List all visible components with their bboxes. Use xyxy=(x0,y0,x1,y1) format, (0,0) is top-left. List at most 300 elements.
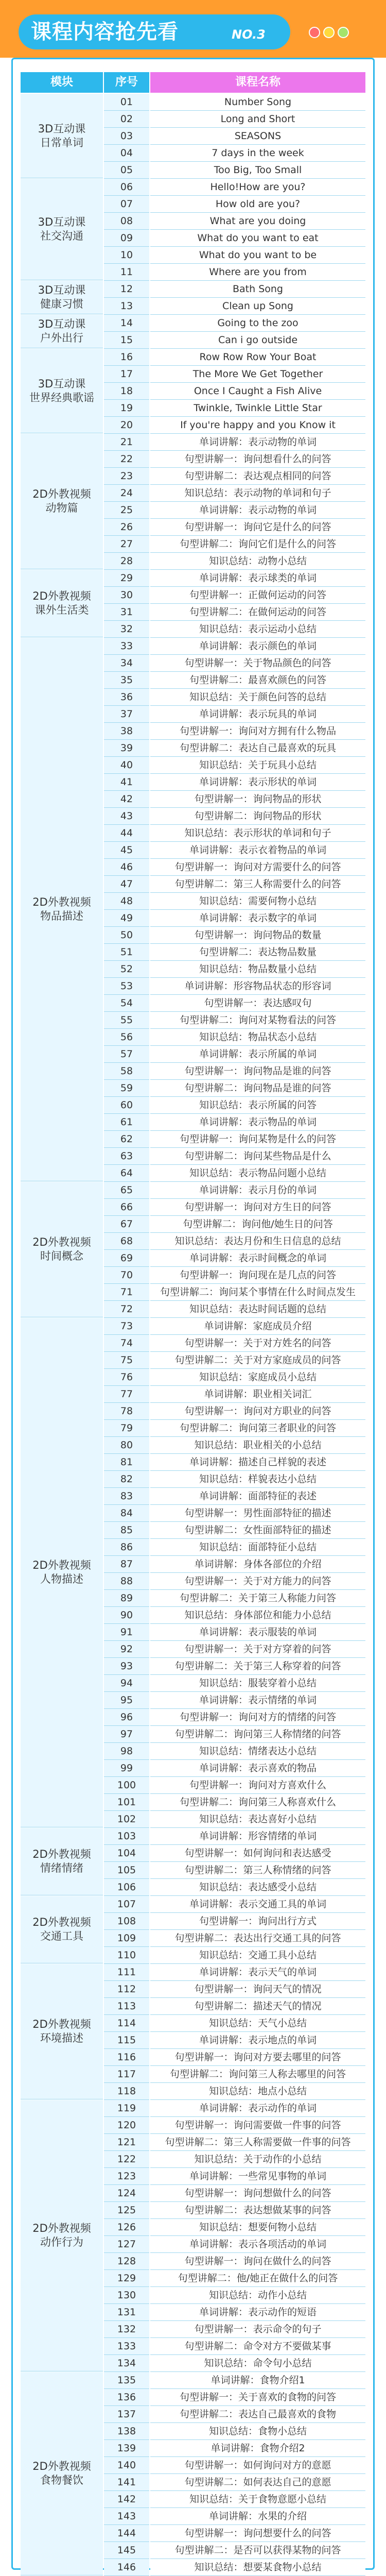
dot-yellow-icon xyxy=(323,27,335,38)
course-name: 单词讲解：表示形状的单词 xyxy=(150,774,365,791)
module-label: 3D互动课 世界经典歌谣 xyxy=(29,377,94,404)
course-name: 知识总结：身体部位和能力小总结 xyxy=(150,1607,365,1624)
row-number: 43 xyxy=(104,808,149,825)
course-name: 单词讲解：表示天气的单词 xyxy=(150,1964,365,1981)
row-number: 123 xyxy=(104,2168,149,2185)
module-label: 2D外教视频 时间概念 xyxy=(32,1236,91,1262)
row-number: 20 xyxy=(104,417,149,434)
course-name: 知识总结：表示运动小总结 xyxy=(150,621,365,638)
row-number: 83 xyxy=(104,1488,149,1505)
course-name: 句型讲解一：表达感叹句 xyxy=(150,995,365,1012)
row-number: 30 xyxy=(104,587,149,604)
course-name: Long and Short xyxy=(150,111,365,128)
row-number: 136 xyxy=(104,2389,149,2406)
row-number: 12 xyxy=(104,281,149,298)
row-number: 62 xyxy=(104,1131,149,1148)
row-number: 38 xyxy=(104,723,149,740)
row-number: 07 xyxy=(104,196,149,213)
row-number: 68 xyxy=(104,1233,149,1250)
row-number: 05 xyxy=(104,162,149,179)
row-number: 117 xyxy=(104,2066,149,2083)
row-number: 31 xyxy=(104,604,149,621)
module-label: 2D外教视频 动物篇 xyxy=(32,488,91,514)
row-number: 19 xyxy=(104,400,149,417)
row-number: 143 xyxy=(104,2508,149,2525)
row-number: 67 xyxy=(104,1216,149,1233)
row-number: 103 xyxy=(104,1828,149,1845)
course-name: What are you doing xyxy=(150,213,365,230)
row-number: 49 xyxy=(104,910,149,927)
row-number: 115 xyxy=(104,2032,149,2049)
row-number: 18 xyxy=(104,383,149,400)
course-name: 单词讲解：表示各项活动的单词 xyxy=(150,2236,365,2253)
module-cell xyxy=(21,1896,103,1963)
row-number: 134 xyxy=(104,2355,149,2372)
course-name: Can i go outside xyxy=(150,332,365,349)
course-name: 句型讲解一：询问对方要去哪里的问答 xyxy=(150,2049,365,2066)
course-name: SEASONS xyxy=(150,128,365,145)
row-number: 53 xyxy=(104,978,149,995)
course-name: 单词讲解：表示喜欢的物品 xyxy=(150,1760,365,1777)
row-number: 91 xyxy=(104,1624,149,1641)
row-number: 114 xyxy=(104,2015,149,2032)
row-number: 66 xyxy=(104,1199,149,1216)
module-cell xyxy=(21,281,103,314)
row-number: 59 xyxy=(104,1080,149,1097)
course-name: 知识总结：表达月份和生日信息的总结 xyxy=(150,1233,365,1250)
row-number: 02 xyxy=(104,111,149,128)
course-name: 知识总结：地点小总结 xyxy=(150,2083,365,2100)
row-number: 16 xyxy=(104,349,149,366)
module-cell xyxy=(21,1964,103,2099)
module-label: 2D外教视频 动作行为 xyxy=(32,2222,91,2248)
module-label: 2D外教视频 课外生活类 xyxy=(32,590,91,616)
row-number: 13 xyxy=(104,298,149,315)
course-name: 句型讲解二：是否可以获得某物的问答 xyxy=(150,2542,365,2559)
row-number: 21 xyxy=(104,434,149,451)
course-name: 句型讲解二：询问物品是谁的问答 xyxy=(150,1080,365,1097)
row-number: 106 xyxy=(104,1879,149,1896)
row-number: 112 xyxy=(104,1981,149,1998)
row-number: 47 xyxy=(104,876,149,893)
row-number: 120 xyxy=(104,2117,149,2134)
row-number: 55 xyxy=(104,1012,149,1029)
row-number: 15 xyxy=(104,332,149,349)
row-number: 37 xyxy=(104,706,149,723)
course-name: 单词讲解：表示动作的短语 xyxy=(150,2304,365,2321)
course-name: Where are you from xyxy=(150,264,365,281)
course-name: 知识总结：职业相关的小总结 xyxy=(150,1437,365,1454)
module-cell xyxy=(21,179,103,280)
row-number: 111 xyxy=(104,1964,149,1981)
course-name: 单词讲解：表示球类的单词 xyxy=(150,570,365,587)
course-name: Number Song xyxy=(150,94,365,111)
row-number: 33 xyxy=(104,638,149,655)
course-name: 句型讲解二：第三人称需要做一件事的问答 xyxy=(150,2134,365,2151)
course-name: 知识总结：关于动作的小总结 xyxy=(150,2151,365,2168)
header-bar xyxy=(0,0,386,58)
row-number: 118 xyxy=(104,2083,149,2100)
row-number: 119 xyxy=(104,2100,149,2117)
row-number: 34 xyxy=(104,655,149,672)
course-name: 知识总结：表示形状的单词和句子 xyxy=(150,825,365,842)
row-number: 109 xyxy=(104,1930,149,1947)
row-number: 48 xyxy=(104,893,149,910)
dot-green-icon xyxy=(338,27,349,38)
course-name: 句型讲解二：命令对方不要做某事 xyxy=(150,2338,365,2355)
course-name: 单词讲解：身体各部位的介绍 xyxy=(150,1556,365,1573)
course-name: What do you want to be xyxy=(150,247,365,264)
module-cell xyxy=(21,315,103,348)
row-number: 107 xyxy=(104,1896,149,1913)
row-number: 23 xyxy=(104,468,149,485)
row-number: 141 xyxy=(104,2474,149,2491)
column-header-module: 模块 xyxy=(21,72,103,93)
module-label: 3D互动课 日常单词 xyxy=(38,122,86,149)
course-name: 句型讲解一：询问现在是几点的问答 xyxy=(150,1267,365,1284)
row-number: 138 xyxy=(104,2423,149,2440)
course-name: 单词讲解：表示动物的单词 xyxy=(150,502,365,519)
row-number: 58 xyxy=(104,1063,149,1080)
course-name: 知识总结：表达感受小总结 xyxy=(150,1879,365,1896)
course-name: 单词讲解：食物介绍1 xyxy=(150,2372,365,2389)
course-name: 句型讲解二：描述天气的情况 xyxy=(150,1998,365,2015)
course-name: 知识总结：关于颜色问答的总结 xyxy=(150,689,365,706)
course-name: What do you want to eat xyxy=(150,230,365,247)
row-number: 122 xyxy=(104,2151,149,2168)
module-label: 3D互动课 健康习惯 xyxy=(38,284,86,310)
row-number: 09 xyxy=(104,230,149,247)
course-name: 句型讲解二：表达自己最喜欢的食物 xyxy=(150,2406,365,2423)
row-number: 97 xyxy=(104,1726,149,1743)
course-name: 知识总结：表示动物的单词和句子 xyxy=(150,485,365,502)
course-name: 句型讲解二：女性面部特征的描述 xyxy=(150,1522,365,1539)
course-name: 单词讲解：一些常见事物的单词 xyxy=(150,2168,365,2185)
row-number: 79 xyxy=(104,1420,149,1437)
course-name: 句型讲解一：询问它是什么的问答 xyxy=(150,519,365,536)
row-number: 142 xyxy=(104,2491,149,2508)
row-number: 27 xyxy=(104,536,149,553)
course-name: 句型讲解二：询问第三人称情绪的问答 xyxy=(150,1726,365,1743)
module-cell xyxy=(21,570,103,637)
row-number: 133 xyxy=(104,2338,149,2355)
course-name: 句型讲解二：询问某个事情在什么时间点发生 xyxy=(150,1284,365,1301)
course-name: 知识总结：表达时间话题的总结 xyxy=(150,1301,365,1318)
row-number: 11 xyxy=(104,264,149,281)
course-name: 句型讲解一：如何询问和表达感受 xyxy=(150,1845,365,1862)
course-name: 句型讲解一：正做何运动的问答 xyxy=(150,587,365,604)
row-number: 22 xyxy=(104,451,149,468)
course-name: 知识总结：面部特征小总结 xyxy=(150,1539,365,1556)
module-label: 3D互动课 户外出行 xyxy=(38,318,86,344)
row-number: 69 xyxy=(104,1250,149,1267)
module-cell xyxy=(21,1182,103,1317)
course-name: How old are you? xyxy=(150,196,365,213)
course-name: 句型讲解二：关于对方家庭成员的问答 xyxy=(150,1352,365,1369)
course-name: 知识总结：需要何物小总结 xyxy=(150,893,365,910)
course-name: 句型讲解一：表示命令的句子 xyxy=(150,2321,365,2338)
course-name: 知识总结：想要何物小总结 xyxy=(150,2219,365,2236)
row-number: 60 xyxy=(104,1097,149,1114)
row-number: 65 xyxy=(104,1182,149,1199)
course-name: 单词讲解：家庭成员介绍 xyxy=(150,1318,365,1335)
row-number: 87 xyxy=(104,1556,149,1573)
row-number: 127 xyxy=(104,2236,149,2253)
row-number: 108 xyxy=(104,1913,149,1930)
course-name: 句型讲解二：询问物品的形状 xyxy=(150,808,365,825)
row-number: 51 xyxy=(104,944,149,961)
row-number: 41 xyxy=(104,774,149,791)
page-title: 课程内容抢先看 xyxy=(31,20,179,44)
row-number: 129 xyxy=(104,2270,149,2287)
row-number: 100 xyxy=(104,1777,149,1794)
module-cell xyxy=(21,349,103,433)
row-number: 06 xyxy=(104,179,149,196)
row-number: 84 xyxy=(104,1505,149,1522)
course-name: 单词讲解：表示颜色的单词 xyxy=(150,638,365,655)
course-name: 单词讲解：面部特征的表述 xyxy=(150,1488,365,1505)
row-number: 25 xyxy=(104,502,149,519)
course-name: 单词讲解：表示地点的单词 xyxy=(150,2032,365,2049)
course-name: 知识总结：关于食物意愿小总结 xyxy=(150,2491,365,2508)
course-name: 句型讲解二：第三人称情绪的问答 xyxy=(150,1862,365,1879)
module-cell xyxy=(21,638,103,1181)
course-name: 句型讲解二：第三人称需要什么的问答 xyxy=(150,876,365,893)
row-number: 113 xyxy=(104,1998,149,2015)
row-number: 80 xyxy=(104,1437,149,1454)
course-name: 句型讲解二：表达自己最喜欢的玩具 xyxy=(150,740,365,757)
course-name: 句型讲解一：询问想要什么的问答 xyxy=(150,2525,365,2542)
row-number: 89 xyxy=(104,1590,149,1607)
course-name: 单词讲解：表示衣着物品的单词 xyxy=(150,842,365,859)
row-number: 90 xyxy=(104,1607,149,1624)
course-name: 知识总结：物品状态小总结 xyxy=(150,1029,365,1046)
course-name: 句型讲解一：询问在做什么的问答 xyxy=(150,2253,365,2270)
module-cell xyxy=(21,2100,103,2371)
row-number: 139 xyxy=(104,2440,149,2457)
row-number: 39 xyxy=(104,740,149,757)
course-name: 句型讲解一：询问对方的情绪的问答 xyxy=(150,1709,365,1726)
course-name: 句型讲解二：他/她正在做什么的问答 xyxy=(150,2270,365,2287)
course-name: 句型讲解二：询问对某物看法的问答 xyxy=(150,1012,365,1029)
course-name: Once I Caught a Fish Alive xyxy=(150,383,365,400)
course-name: 句型讲解一：询问想看什么的问答 xyxy=(150,451,365,468)
row-number: 124 xyxy=(104,2185,149,2202)
course-name: 句型讲解一：询问物品的数量 xyxy=(150,927,365,944)
row-number: 88 xyxy=(104,1573,149,1590)
row-number: 85 xyxy=(104,1522,149,1539)
course-name: 单词讲解：表示数字的单词 xyxy=(150,910,365,927)
row-number: 105 xyxy=(104,1862,149,1879)
course-name: 句型讲解二：询问第三人称去哪里的问答 xyxy=(150,2066,365,2083)
course-name: If you're happy and you Know it xyxy=(150,417,365,434)
course-name: 句型讲解一：关于对方姓名的问答 xyxy=(150,1335,365,1352)
module-cell xyxy=(21,94,103,178)
row-number: 04 xyxy=(104,145,149,162)
row-number: 94 xyxy=(104,1675,149,1692)
row-number: 35 xyxy=(104,672,149,689)
row-number: 128 xyxy=(104,2253,149,2270)
row-number: 50 xyxy=(104,927,149,944)
course-name: 句型讲解一：询问某物是什么的问答 xyxy=(150,1131,365,1148)
course-name: 句型讲解一：关于物品颜色的问答 xyxy=(150,655,365,672)
course-name: 单词讲解：表示月份的单词 xyxy=(150,1182,365,1199)
row-number: 52 xyxy=(104,961,149,978)
course-name: 句型讲解一：关于对方穿着的问答 xyxy=(150,1641,365,1658)
course-name: 句型讲解一：关于对方能力的问答 xyxy=(150,1573,365,1590)
course-name: Hello!How are you? xyxy=(150,179,365,196)
course-name: 单词讲解：表示服装的单词 xyxy=(150,1624,365,1641)
course-name: 知识总结：表示物品问题小总结 xyxy=(150,1165,365,1182)
row-number: 125 xyxy=(104,2202,149,2219)
course-name: 句型讲解一：询问天气的情况 xyxy=(150,1981,365,1998)
course-name: Clean up Song xyxy=(150,298,365,315)
row-number: 101 xyxy=(104,1794,149,1811)
row-number: 54 xyxy=(104,995,149,1012)
course-name: 知识总结：动作小总结 xyxy=(150,2287,365,2304)
row-number: 92 xyxy=(104,1641,149,1658)
course-name: 句型讲解一：男性面部特征的描述 xyxy=(150,1505,365,1522)
course-name: 知识总结：关于玩具小总结 xyxy=(150,757,365,774)
row-number: 75 xyxy=(104,1352,149,1369)
row-number: 72 xyxy=(104,1301,149,1318)
course-name: 句型讲解一：询问需要做一件事的问答 xyxy=(150,2117,365,2134)
course-name: 句型讲解一：关于喜欢的食物的问答 xyxy=(150,2389,365,2406)
row-number: 28 xyxy=(104,553,149,570)
row-number: 26 xyxy=(104,519,149,536)
course-name: Row Row Row Your Boat xyxy=(150,349,365,366)
row-number: 63 xyxy=(104,1148,149,1165)
row-number: 132 xyxy=(104,2321,149,2338)
row-number: 36 xyxy=(104,689,149,706)
module-cell xyxy=(21,1318,103,1827)
row-number: 64 xyxy=(104,1165,149,1182)
course-name: 单词讲解：职业相关词汇 xyxy=(150,1386,365,1403)
row-number: 121 xyxy=(104,2134,149,2151)
row-number: 140 xyxy=(104,2457,149,2474)
dot-red-icon xyxy=(309,27,320,38)
course-name: Twinkle, Twinkle Little Star xyxy=(150,400,365,417)
row-number: 81 xyxy=(104,1454,149,1471)
course-name: 单词讲解：表示玩具的单词 xyxy=(150,706,365,723)
course-name: 句型讲解二：询问某些物品是什么 xyxy=(150,1148,365,1165)
row-number: 03 xyxy=(104,128,149,145)
row-number: 56 xyxy=(104,1029,149,1046)
course-name: 知识总结：情绪表达小总结 xyxy=(150,1743,365,1760)
course-name: 句型讲解二：关于第三人称穿着的问答 xyxy=(150,1658,365,1675)
row-number: 08 xyxy=(104,213,149,230)
module-cell xyxy=(21,434,103,569)
course-name: Bath Song xyxy=(150,281,365,298)
course-name: 知识总结：家庭成员小总结 xyxy=(150,1369,365,1386)
course-name: 句型讲解二：如何表达自己的意愿 xyxy=(150,2474,365,2491)
row-number: 46 xyxy=(104,859,149,876)
course-name: 句型讲解一：询问对方需要什么的问答 xyxy=(150,859,365,876)
row-number: 44 xyxy=(104,825,149,842)
course-name: 句型讲解一：如何询问对方的意愿 xyxy=(150,2457,365,2474)
row-number: 137 xyxy=(104,2406,149,2423)
course-name: 句型讲解二：表达想做某事的问答 xyxy=(150,2202,365,2219)
module-label: 2D外教视频 交通工具 xyxy=(32,1916,91,1942)
course-name: 句型讲解二：询问第三人称喜欢什么 xyxy=(150,1794,365,1811)
course-name: Going to the zoo xyxy=(150,315,365,332)
row-number: 24 xyxy=(104,485,149,502)
course-name: 单词讲解：形容物品状态的形容词 xyxy=(150,978,365,995)
row-number: 78 xyxy=(104,1403,149,1420)
row-number: 71 xyxy=(104,1284,149,1301)
module-label: 2D外教视频 情绪情绪 xyxy=(32,1848,91,1874)
row-number: 14 xyxy=(104,315,149,332)
course-name: 句型讲解一：询问物品的形状 xyxy=(150,791,365,808)
course-name: 知识总结：表示所属的问答 xyxy=(150,1097,365,1114)
course-name: 单词讲解：表示动物的单词 xyxy=(150,434,365,451)
row-number: 146 xyxy=(104,2559,149,2576)
course-name: 7 days in the week xyxy=(150,145,365,162)
course-name: 知识总结：想要某食物小总结 xyxy=(150,2559,365,2576)
module-cell xyxy=(21,2372,103,2575)
row-number: 126 xyxy=(104,2219,149,2236)
course-name: 知识总结：天气小总结 xyxy=(150,2015,365,2032)
course-name: 句型讲解二：表达观点相同的问答 xyxy=(150,468,365,485)
row-number: 42 xyxy=(104,791,149,808)
row-number: 95 xyxy=(104,1692,149,1709)
row-number: 116 xyxy=(104,2049,149,2066)
row-number: 98 xyxy=(104,1743,149,1760)
module-label: 2D外教视频 食物餐饮 xyxy=(32,2460,91,2486)
row-number: 110 xyxy=(104,1947,149,1964)
row-number: 73 xyxy=(104,1318,149,1335)
row-number: 40 xyxy=(104,757,149,774)
course-name: 句型讲解一：询问对方职业的问答 xyxy=(150,1403,365,1420)
row-number: 130 xyxy=(104,2287,149,2304)
issue-number: NO.3 xyxy=(232,27,266,42)
course-name: 知识总结：表达喜好小总结 xyxy=(150,1811,365,1828)
module-label: 2D外教视频 人物描述 xyxy=(32,1559,91,1585)
course-name: 单词讲解：食物介绍2 xyxy=(150,2440,365,2457)
course-name: 句型讲解二：在做何运动的问答 xyxy=(150,604,365,621)
course-name: 单词讲解：水果的介绍 xyxy=(150,2508,365,2525)
course-name: 句型讲解一：询问物品是谁的问答 xyxy=(150,1063,365,1080)
course-name: 知识总结：物品数量小总结 xyxy=(150,961,365,978)
row-number: 102 xyxy=(104,1811,149,1828)
row-number: 135 xyxy=(104,2372,149,2389)
course-name: 知识总结：命令句小总结 xyxy=(150,2355,365,2372)
module-label: 2D外教视频 物品描述 xyxy=(32,896,91,922)
course-name: 句型讲解二：询问他/她生日的问答 xyxy=(150,1216,365,1233)
row-number: 32 xyxy=(104,621,149,638)
course-name: 句型讲解一：询问对方喜欢什么 xyxy=(150,1777,365,1794)
row-number: 45 xyxy=(104,842,149,859)
column-header-course-name: 课程名称 xyxy=(150,72,365,93)
row-number: 57 xyxy=(104,1046,149,1063)
course-name: 单词讲解：表示交通工具的单词 xyxy=(150,1896,365,1913)
row-number: 76 xyxy=(104,1369,149,1386)
course-name: 单词讲解：表示物品的单词 xyxy=(150,1114,365,1131)
column-header-number: 序号 xyxy=(104,72,149,93)
row-number: 96 xyxy=(104,1709,149,1726)
row-number: 10 xyxy=(104,247,149,264)
module-cell xyxy=(21,1828,103,1895)
row-number: 77 xyxy=(104,1386,149,1403)
row-number: 93 xyxy=(104,1658,149,1675)
row-number: 17 xyxy=(104,366,149,383)
row-number: 86 xyxy=(104,1539,149,1556)
row-number: 74 xyxy=(104,1335,149,1352)
course-name: 单词讲解：表示动作的单词 xyxy=(150,2100,365,2117)
course-name: 单词讲解：表示情绪的单词 xyxy=(150,1692,365,1709)
module-label: 2D外教视频 环境描述 xyxy=(32,2018,91,2044)
course-name: 知识总结：食物小总结 xyxy=(150,2423,365,2440)
